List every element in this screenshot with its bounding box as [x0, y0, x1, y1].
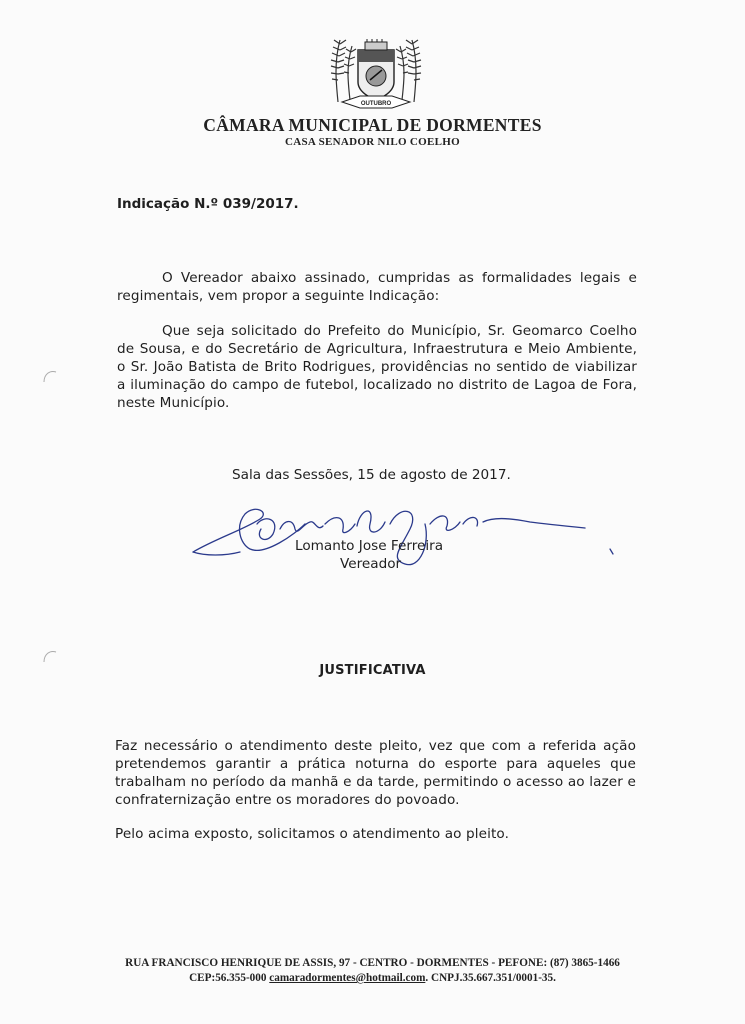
date-line: Sala das Sessões, 15 de agosto de 2017.: [232, 467, 511, 483]
footer-cep: CEP:56.355-000: [189, 972, 267, 984]
justificativa-title: JUSTIFICATIVA: [319, 663, 426, 678]
header-title: CÂMARA MUNICIPAL DE DORMENTES: [203, 115, 542, 135]
signer-role: Vereador: [340, 556, 402, 572]
punch-hole-mark: [40, 646, 60, 666]
paragraph-intro: O Vereador abaixo assinado, cumpridas as formalidades legais e regimentais, vem propor a seguinte Indicação:: [117, 270, 637, 304]
handwritten-signature: [185, 494, 625, 574]
justificativa-paragraph: Faz necessário o atendimento deste pleito, vez que com a referida ação pretendemos garantir a prática noturna do esporte para aqueles que trabalham no período da manhã e da tarde, permitindo o acesso ao lazer e confraternização entre os moradores do povoado.: [115, 738, 636, 808]
closing-paragraph: Pelo acima exposto, solicitamos o atendimento ao pleito.: [115, 826, 509, 842]
logo-ribbon-text: OUTUBRO: [360, 101, 392, 107]
header-subtitle: CASA SENADOR NILO COELHO: [285, 136, 460, 148]
footer-contact: [0, 972, 745, 984]
municipal-coat-of-arms-icon: [320, 32, 432, 114]
footer-cnpj: . CNPJ.35.667.351/0001-35.: [425, 972, 556, 984]
footer-email[interactable]: camaradormentes@hotmail.com: [269, 972, 426, 984]
indicacao-number: Indicação N.º 039/2017.: [117, 196, 299, 212]
paragraph-request: Que seja solicitado do Prefeito do Município, Sr. Geomarco Coelho de Sousa, e do Secretário de Agricultura, Infraestrutura e Meio Ambiente, o Sr. João Batista de Brito Rodrigues, providências no sentido de viabilizar a iluminação do campo de futebol, localizado no distrito de Lagoa de Fora, neste Município.: [117, 323, 637, 411]
punch-hole-mark: [40, 366, 60, 386]
footer-address: RUA FRANCISCO HENRIQUE DE ASSIS, 97 - CENTRO - DORMENTES - PEFONE: (87) 3865-1466: [125, 957, 620, 969]
signer-name: Lomanto Jose Ferreira: [295, 538, 444, 554]
